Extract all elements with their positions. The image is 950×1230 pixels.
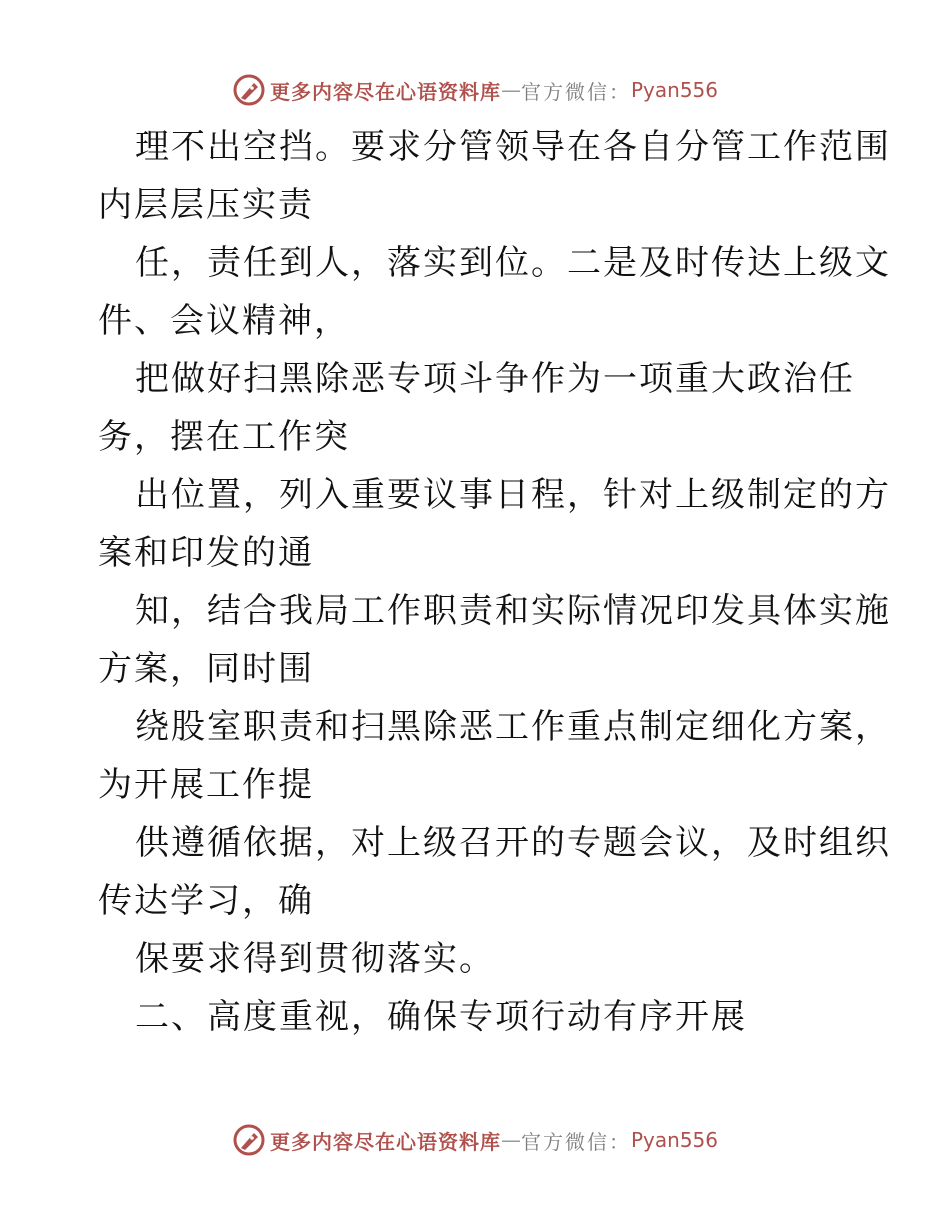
body-line: 方案，同时围 bbox=[98, 649, 314, 689]
body-line: 知，结合我局工作职责和实际情况印发具体实施 bbox=[135, 591, 891, 631]
header-banner bbox=[0, 72, 950, 108]
body-line: 为开展工作提 bbox=[98, 765, 314, 805]
banner-title: 更多内容尽在心语资料库 bbox=[269, 1129, 501, 1154]
section-heading: 二、高度重视，确保专项行动有序开展 bbox=[135, 997, 747, 1037]
banner-wechat-id: Pyan556 bbox=[630, 1128, 718, 1152]
body-line: 务，摆在工作突 bbox=[98, 417, 350, 457]
body-line: 任，责任到人，落实到位。二是及时传达上级文 bbox=[135, 243, 891, 283]
body-line: 传达学习，确 bbox=[98, 881, 314, 921]
body-line: 出位置，列入重要议事日程，针对上级制定的方 bbox=[135, 475, 891, 515]
pen-nib-icon bbox=[232, 73, 266, 107]
banner-wechat-id: Pyan556 bbox=[630, 78, 718, 102]
banner-wechat-label: 官方微信： bbox=[520, 79, 631, 104]
body-line: 内层层压实责 bbox=[98, 185, 314, 225]
body-line: 绕股室职责和扫黑除恶工作重点制定细化方案， bbox=[135, 707, 891, 747]
body-line: 把做好扫黑除恶专项斗争作为一项重大政治任 bbox=[135, 359, 855, 399]
body-line: 保要求得到贯彻落实。 bbox=[135, 939, 495, 979]
body-line: 供遵循依据，对上级召开的专题会议，及时组织 bbox=[135, 823, 891, 863]
banner-separator: — bbox=[500, 1128, 521, 1152]
document-body bbox=[98, 118, 891, 1046]
body-line: 件、会议精神， bbox=[98, 301, 350, 341]
banner-wechat-label: 官方微信： bbox=[520, 1129, 631, 1154]
pen-nib-icon bbox=[232, 1123, 266, 1157]
body-line: 案和印发的通 bbox=[98, 533, 314, 573]
footer-banner bbox=[0, 1122, 950, 1158]
banner-separator: — bbox=[500, 78, 521, 102]
body-line: 理不出空挡。要求分管领导在各自分管工作范围 bbox=[135, 127, 891, 167]
banner-title: 更多内容尽在心语资料库 bbox=[269, 79, 501, 104]
